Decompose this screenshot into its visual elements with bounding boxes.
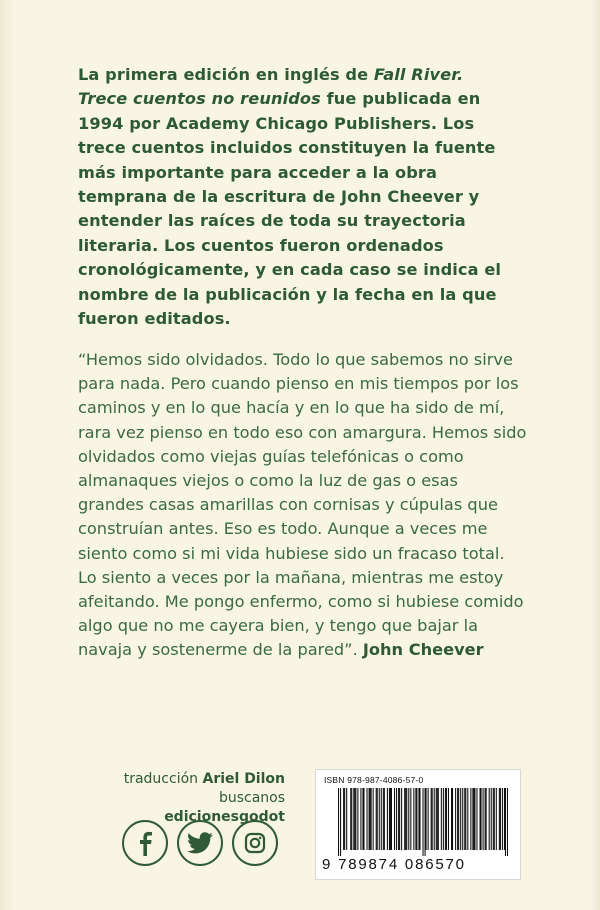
barcode-bar — [476, 788, 477, 850]
barcode-bar — [455, 788, 456, 850]
barcode-bar — [505, 788, 506, 856]
barcode-bar — [419, 788, 420, 850]
barcode-bar — [370, 788, 371, 850]
barcode-bar — [415, 788, 416, 850]
barcode-bar — [360, 788, 361, 850]
barcode-bar — [507, 788, 508, 856]
barcode-bar — [502, 788, 503, 850]
barcode-bars — [338, 788, 508, 856]
barcode-bar — [401, 788, 402, 850]
barcode-bar — [354, 788, 355, 850]
barcode-bar — [434, 788, 435, 850]
barcode-bar — [383, 788, 384, 850]
barcode-bar — [350, 788, 351, 850]
twitter-icon[interactable] — [177, 820, 223, 866]
barcode-bar — [428, 788, 429, 850]
instagram-icon[interactable] — [232, 820, 278, 866]
barcode-bar — [413, 788, 414, 850]
author-quote — [78, 348, 528, 663]
barcode-bar — [389, 788, 390, 850]
barcode-bar — [351, 788, 352, 850]
barcode-bar — [480, 788, 481, 850]
barcode-bar — [422, 788, 423, 856]
quote-author: John Cheever — [362, 640, 484, 660]
barcode-bar — [489, 788, 490, 850]
facebook-glyph — [135, 830, 155, 856]
instagram-glyph — [244, 832, 266, 854]
barcode-bar — [377, 788, 378, 850]
barcode-bar — [462, 788, 463, 850]
barcode-bar — [396, 788, 397, 850]
barcode-bar — [353, 788, 354, 850]
barcode-bar — [494, 788, 495, 850]
barcode-bar — [491, 788, 492, 850]
barcode-bar — [343, 788, 344, 850]
barcode-bar — [470, 788, 471, 850]
barcode-bar — [436, 788, 437, 850]
barcode-bar — [410, 788, 411, 850]
barcode-bar — [363, 788, 364, 850]
barcode-bar — [404, 788, 405, 850]
barcode-bar — [457, 788, 458, 850]
barcode-bar — [390, 788, 391, 850]
barcode-bar — [465, 788, 466, 850]
barcode-bar — [486, 788, 487, 850]
barcode-bar — [437, 788, 438, 850]
barcode-bar — [496, 788, 497, 850]
facebook-icon[interactable] — [122, 820, 168, 866]
barcode-bar — [340, 788, 341, 856]
translation-label: traducción — [123, 771, 199, 787]
barcode-bar — [500, 788, 501, 850]
barcode-bar — [391, 788, 392, 850]
barcode-bar — [473, 788, 474, 850]
quote-text: “Hemos sido olvidados. Todo lo que sabemos no sirve para nada. Pero cuando pienso en mis tiempos por los caminos y en lo que hacía y en lo que ha sido de mí, rara vez pienso en todo eso con amargura. Hemos sido olvidados como viejas guías telefónicas o como almanaques viejos o como la luz de gas o esas grandes casas amarillas con cornisas y cúpulas que construían antes. Eso es todo. Aunque a veces me siento como si mi vida hubiese sido un fracaso total. Lo siento a veces por la mañana, mientras me estoy afeitando. Me pongo enfermo, como si hubiese comido algo que no me cayera bien, y tengo que bajar la navaja y sostenerme de la pared”. — [78, 350, 527, 660]
barcode-bar — [438, 788, 439, 850]
synopsis-paragraph — [78, 63, 518, 331]
barcode-bar — [384, 788, 385, 850]
barcode-bar — [426, 788, 427, 850]
barcode-bar — [451, 788, 452, 850]
barcode-bar — [376, 788, 377, 850]
barcode-bar — [452, 788, 453, 850]
barcode-bar — [338, 788, 339, 856]
barcode-bar — [445, 788, 446, 850]
search-label: buscanos — [218, 790, 285, 806]
barcode-bar — [504, 788, 505, 850]
barcode-bar — [499, 788, 500, 850]
barcode-bar — [474, 788, 475, 850]
barcode-bar — [446, 788, 447, 850]
barcode-bar — [472, 788, 473, 850]
barcode-bar — [408, 788, 409, 850]
barcode — [315, 769, 521, 880]
barcode-bar — [381, 788, 382, 850]
barcode-bar — [405, 788, 406, 850]
barcode-bar — [418, 788, 419, 850]
barcode-bar — [448, 788, 449, 850]
barcode-bar — [406, 788, 407, 850]
barcode-digits: 9 789874 086570 — [322, 856, 466, 873]
translator-name: Ariel Dilon — [202, 771, 285, 787]
barcode-bar — [379, 788, 380, 850]
barcode-bar — [367, 788, 368, 850]
barcode-bar — [485, 788, 486, 850]
barcode-bar — [431, 788, 432, 850]
barcode-bar — [432, 788, 433, 850]
barcode-bar — [371, 788, 372, 850]
barcode-bar — [399, 788, 400, 850]
barcode-bar — [460, 788, 461, 850]
synopsis-intro: La primera edición en inglés de — [78, 65, 374, 84]
barcode-bar — [443, 788, 444, 850]
barcode-bar — [346, 788, 347, 850]
barcode-bar — [483, 788, 484, 850]
barcode-bar — [355, 788, 356, 850]
barcode-bar — [373, 788, 374, 850]
synopsis-body: fue publicada en 1994 por Academy Chicago Publishers. Los trece cuentos incluidos constituyen la fuente más importante para acceder a la obra temprana de la escritura de John Cheever y entender las raíces de toda su trayectoria literaria. Los cuentos fueron ordenados cronológicamente, y en cada caso se indica el nombre de la publicación y la fecha en la que fueron editados. — [78, 89, 502, 329]
barcode-bar — [387, 788, 388, 850]
barcode-bar — [416, 788, 417, 850]
social-handle: edicionesgodot — [164, 809, 285, 825]
barcode-bar — [458, 788, 459, 850]
barcode-bar — [493, 788, 494, 850]
twitter-glyph — [187, 832, 213, 854]
barcode-bar — [394, 788, 395, 850]
barcode-bar — [344, 788, 345, 850]
isbn-label: ISBN 978-987-4086-57-0 — [324, 775, 424, 785]
translation-credit — [115, 770, 285, 789]
barcode-bar — [357, 788, 358, 850]
barcode-bar — [369, 788, 370, 850]
book-title: Fall River. Trece cuentos no reunidos — [78, 65, 464, 109]
credits-block — [115, 770, 285, 827]
barcode-bar — [441, 788, 442, 850]
barcode-bar — [464, 788, 465, 850]
barcode-bar — [425, 788, 426, 856]
barcode-bar — [362, 788, 363, 850]
barcode-bar — [481, 788, 482, 850]
barcode-bar — [398, 788, 399, 850]
barcode-bar — [467, 788, 468, 850]
